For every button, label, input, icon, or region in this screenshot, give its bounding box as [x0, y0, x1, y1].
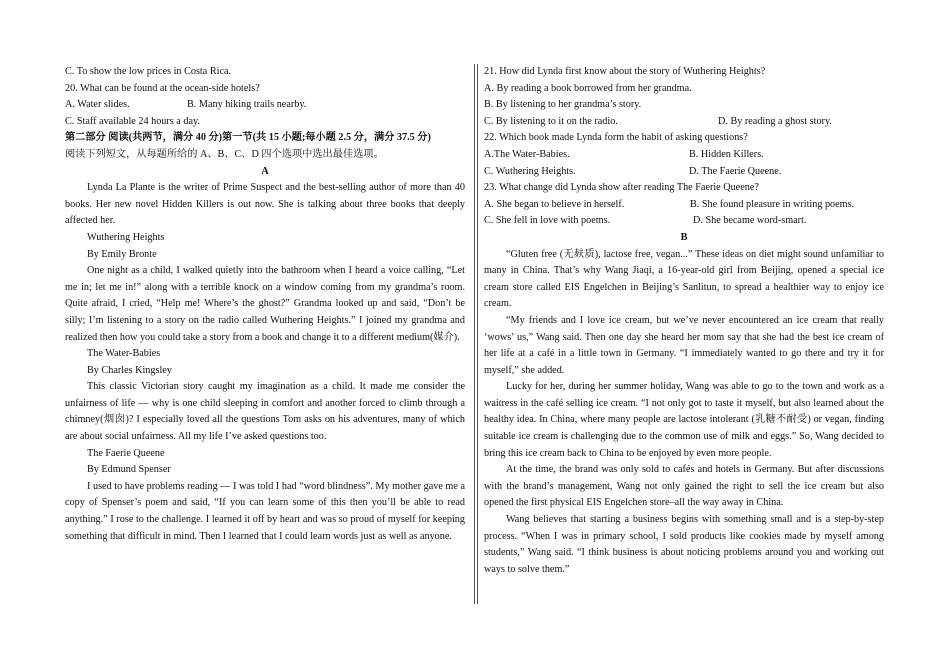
q22-option-a: A.The Water-Babies.	[484, 148, 570, 160]
q23-options-row-2	[484, 213, 884, 230]
q22-stem: 22. Which book made Lynda form the habit of asking questions?	[484, 132, 748, 144]
q22-option-d: D. The Faerie Queene.	[689, 165, 782, 177]
q20-option-b: B. Many hiking trails nearby.	[187, 99, 307, 111]
column-divider-left	[474, 64, 475, 604]
q19-option-c: C. To show the low prices in Costa Rica.	[65, 66, 232, 77]
passage-a-intro: Lynda La Plante is the writer of Prime Suspect and the best-selling author of more than 40 books. Her new novel Hidden Killers is out now. She is talking about three books that deeply affected her.	[65, 182, 465, 227]
q22-option-b: B. Hidden Killers.	[689, 148, 764, 160]
instructions: 阅读下列短文，从每题所给的 A、B、C、D 四个选项中选出最佳选项。	[65, 148, 384, 160]
q20-option-c: C. Staff available 24 hours a day.	[65, 115, 200, 127]
passage-b-paragraph-5: Wang believes that starting a business begins with something small and is a step-by-step process. “When I was in primary school, I sold products like cookies made by myself among students,” Wang said. “I think business is about noticing problems around you and working out ways to solve them.”	[484, 514, 884, 575]
book3-text: I used to have problems reading — I was told I had “word blindness”. My mother gave me a copy of Spenser’s poem and said, “If you can learn some of this then you’ll be able to read anything.” I rose to the challenge. I learned it off by heart and was so proud of myself for keeping something that difficult in mind. Then I learned that I could learn words just as well as anyone.	[65, 480, 465, 542]
column-divider-right	[477, 64, 478, 604]
q23-options-row-1	[484, 197, 884, 214]
q21-stem: 21. How did Lynda first know about the story of Wuthering Heights?	[484, 66, 766, 77]
book2-author: By Charles Kingsley	[87, 364, 172, 376]
book1-author: By Emily Bronte	[87, 248, 157, 260]
passage-b-paragraph-2: “My friends and I love ice cream, but we’ve never encountered an ice cream that really ‘wows’ us,” Wang said. Then one day she heard her mom say that she had the best ice cream of her life at a café in a little town in Germany. “I immediately wanted to go there and try it for myself,” she added.	[484, 314, 884, 376]
book1-text: One night as a child, I walked quietly into the bathroom when I heard a voice calling, “Let me in; let me in!” along with a terrible knock on a window coming from my grandma’s room. Quite afraid, I cried, “Help me! Where’s the ghost?” Grandma looked up and said, “Don’t be silly; I’m listening to a story on the radio called Wuthering Heights.” I joined my grandma and realized then how you could take a story from a book and change it to a different medium(媒介).	[65, 265, 465, 343]
passage-b-paragraph-1: “Gluten free (无麸质), lactose free, vegan...” These ideas on diet might sound unfamiliar to many in China. That’s why Wang Jiaqi, a 16-year-old girl from Beijing, opened a special ice cream store called EIS Engelchen in Beijing’s Sanlitun, to spread a healthier way to enjoy ice cream.	[484, 248, 884, 310]
q23-stem: 23. What change did Lynda show after reading The Faerie Queene?	[484, 182, 759, 194]
right-column	[484, 64, 884, 578]
book1-title: Wuthering Heights	[87, 231, 165, 243]
passage-b-paragraph-3: Lucky for her, during her summer holiday, Wang was able to go to the town and work as a waitress in the café selling ice cream. “I not only got to taste it myself, but also learned about the healthy idea. In China, where many people are lactose intolerant (乳糖不耐受) or vegan, finding suitable ice cream is challenging due to the common use of milk and eggs.” So, Wang decided to bring this ice cream back to China to be enjoyed by even more people.	[484, 381, 884, 459]
q23-option-d: D. She became word-smart.	[693, 215, 807, 227]
q23-option-c: C. She fell in love with poems.	[484, 215, 611, 227]
book2-text: This classic Victorian story caught my imagination as a child. It made me consider the unfairness of life — why is one child sleeping in comfort and another forced to climb through a chimney(烟囱)? I especially loved all the questions Tom asks on his adventures, many of which are about social unfairness. All my life I’ve asked questions too.	[65, 381, 465, 443]
q21-option-b: B. By listening to her grandma’s story.	[484, 99, 642, 111]
passage-b-paragraph-4: At the time, the brand was only sold to cafés and hotels in Germany. But after discussions with the brand’s management, Wang not only gained the right to sell the ice cream but also opened the first physical EIS Engelchen store–all the way away in China.	[484, 464, 884, 509]
q21-option-d: D. By reading a ghost story.	[718, 115, 832, 127]
q20-option-a: A. Water slides.	[65, 99, 130, 111]
book3-author: By Edmund Spenser	[87, 464, 171, 476]
q20-options-row	[65, 97, 465, 114]
q21-option-c: C. By listening to it on the radio.	[484, 115, 618, 127]
book2-title: The Water-Babies	[87, 348, 161, 360]
left-column	[65, 64, 465, 545]
q21-option-a: A. By reading a book borrowed from her grandma.	[484, 82, 692, 94]
q23-option-b: B. She found pleasure in writing poems.	[690, 198, 855, 210]
q20-stem: 20. What can be found at the ocean-side hotels?	[65, 82, 260, 94]
passage-b-label: B	[680, 231, 688, 243]
q21-options-row	[484, 114, 884, 131]
q22-options-row-2	[484, 164, 884, 181]
section-heading: 第二部分 阅读(共两节，满分 40 分)第一节(共 15 小题;每小题 2.5 分，满分 37.5 分)	[65, 132, 431, 144]
book3-title: The Faerie Queene	[87, 447, 165, 459]
q22-option-c: C. Wuthering Heights.	[484, 165, 576, 177]
q23-option-a: A. She began to believe in herself.	[484, 198, 625, 210]
passage-a-label: A	[261, 165, 269, 177]
q22-options-row-1	[484, 147, 884, 164]
